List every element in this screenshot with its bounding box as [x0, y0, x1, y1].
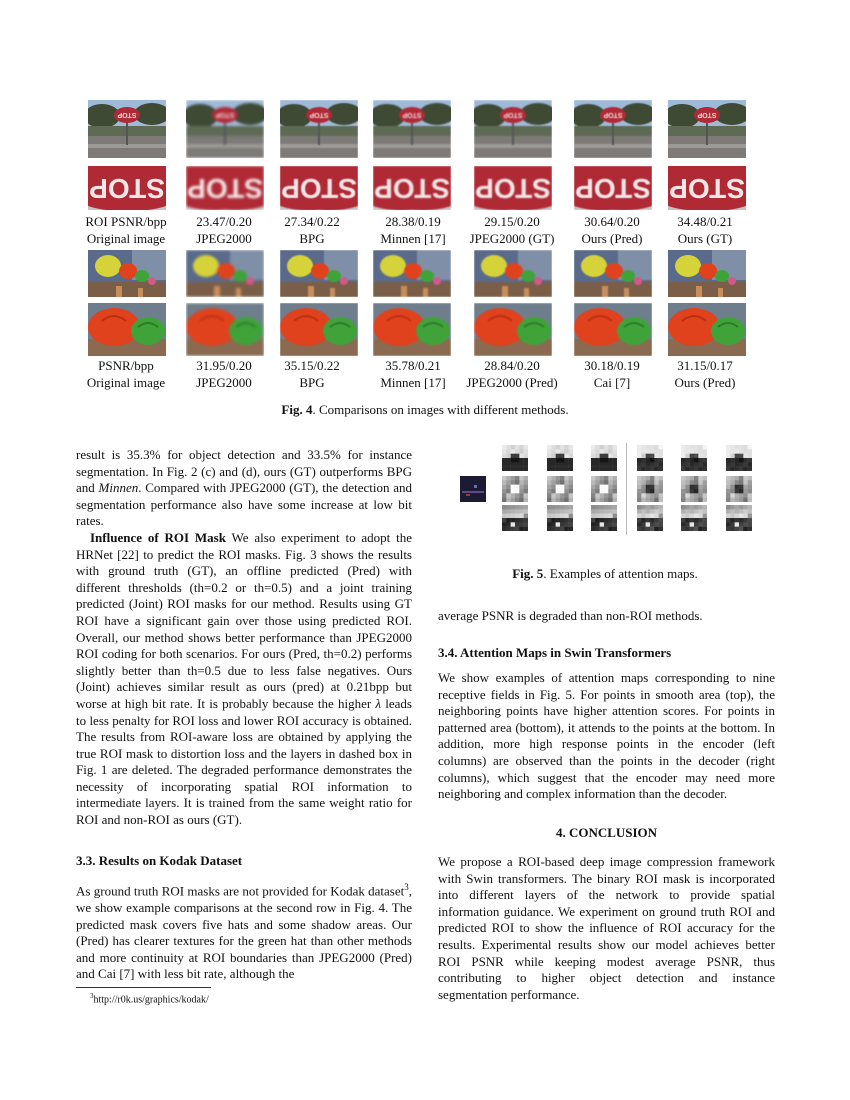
street-scene-image: [280, 100, 358, 158]
caption-method: BPG: [299, 374, 325, 390]
attention-map: [547, 476, 573, 502]
svg-text:STOP: STOP: [117, 111, 137, 118]
stop-sign-crop-image: [373, 166, 451, 210]
hats-image-bottom: [373, 303, 451, 356]
svg-text:STOP: STOP: [281, 173, 357, 204]
attention-map: [502, 476, 528, 502]
caption-metric: 31.95/0.20: [196, 358, 252, 373]
hats-image-bottom: [668, 303, 746, 356]
row1-caption-0: [71, 214, 181, 247]
row2-caption-0: [71, 358, 181, 391]
caption-method: Original image: [86, 230, 166, 246]
caption-method: BPG: [299, 230, 325, 246]
caption-method: Cai [7]: [593, 374, 631, 390]
attention-map: [726, 505, 752, 531]
street-scene-image: [474, 100, 552, 158]
hats-image-top: [373, 250, 451, 297]
hats-image-top: [574, 250, 652, 297]
caption-metric: 30.18/0.19: [584, 358, 640, 373]
hats-image-top: [668, 250, 746, 297]
attention-map: [637, 476, 663, 502]
caption-metric: 30.64/0.20: [584, 214, 640, 229]
street-scene-image: [88, 100, 166, 158]
hats-image-top: [474, 250, 552, 297]
caption-method: Minnen [17]: [380, 374, 446, 390]
row2-caption-2: [257, 358, 367, 391]
svg-text:STOP: STOP: [575, 173, 651, 204]
caption-method: Minnen [17]: [380, 230, 446, 246]
attention-map: [681, 505, 707, 531]
svg-text:STOP: STOP: [503, 111, 523, 118]
section-4-heading: 4. CONCLUSION: [555, 825, 658, 840]
stop-sign-crop-image: [474, 166, 552, 210]
paragraph-kodak: As ground truth ROI masks are not provided for Kodak dataset$^3$, we show example comparisons at the second row in Fig. 4. The predicted mask covers five hats and some shadow areas. Our (Pred) has clearer textures for the green hat than other methods and more continuity at ROI boundaries than JPEG2000 (Pred) and Cai [7] with less bit rate, although the: [76, 882, 412, 982]
stop-sign-crop-image: [88, 166, 166, 210]
caption-method: JPEG2000: [196, 374, 252, 390]
attention-map: [547, 505, 573, 531]
attention-map: [547, 445, 573, 471]
attention-map: [591, 476, 617, 502]
hats-image-bottom: [186, 303, 264, 356]
caption-metric: PSNR/bpp: [98, 358, 154, 373]
hats-image-top: [88, 250, 166, 297]
attention-map: [502, 505, 528, 531]
stop-sign-crop-image: [574, 166, 652, 210]
attention-map: [502, 445, 528, 471]
paragraph-average-psnr: average PSNR is degraded than non-ROI methods.: [438, 608, 703, 623]
attention-source-image: [460, 476, 486, 502]
attention-divider: [626, 443, 627, 535]
footnote-rule: [76, 987, 211, 988]
attention-map: [681, 445, 707, 471]
stop-sign-crop-image: [186, 166, 264, 210]
svg-text:STOP: STOP: [475, 173, 551, 204]
caption-metric: 34.48/0.21: [677, 214, 733, 229]
row2-caption-6: [650, 358, 760, 391]
hats-image-top: [280, 250, 358, 297]
row1-caption-4: [457, 214, 567, 247]
section-3-4-heading: 3.4. Attention Maps in Swin Transformers: [438, 645, 672, 660]
hats-image-bottom: [474, 303, 552, 356]
svg-text:STOP: STOP: [187, 173, 263, 204]
figure-5-caption: Fig. 5. Examples of attention maps.: [512, 566, 698, 581]
attention-map: [637, 505, 663, 531]
caption-metric: 27.34/0.22: [284, 214, 340, 229]
street-scene-image: [186, 100, 264, 158]
caption-metric: ROI PSNR/bpp: [85, 214, 167, 229]
caption-metric: 29.15/0.20: [484, 214, 540, 229]
hats-image-bottom: [88, 303, 166, 356]
svg-text:STOP: STOP: [89, 173, 165, 204]
svg-text:STOP: STOP: [215, 111, 235, 118]
row1-caption-2: [257, 214, 367, 247]
caption-method: Ours (Pred): [581, 230, 643, 246]
left-column-text: [76, 447, 412, 829]
paragraph-roi-mask: Influence of ROI Mask We also experiment to adopt the HRNet [22] to predict the ROI masks. Fig. 3 shows the results with ground truth (GT), an offline predicted (Pred) with different thresholds (th=0.2 or th=0.5) and a joint training predicted (Joint) ROI masks for our method. Results using GT ROI have a significant gain over those using predicted ROI. Overall, our method shows better performance than JPEG2000 ROI coding for both scenarios. For ours (Pred, th=0.2) performs slightly better than th=0.5 due to less false negatives. Ours (Joint) achieves similar result as ours (pred) at 0.21bpp but worse at high bit rate. It is probably because the higher λ leads to less penalty for ROI loss and lower ROI accuracy is obtained. The results from ROI-aware loss are obtained by applying the true ROI mask to distortion loss and the layers in dashed box in Fig. 1 are deleted. The degraded performance demonstrates the necessity of incorporating spatial ROI information to intermediate layers. It is trained from the same weight ratio for ROI and non-ROI as ours (GT).: [76, 529, 412, 828]
hats-image-bottom: [574, 303, 652, 356]
caption-method: Original image: [86, 374, 166, 390]
caption-method: JPEG2000 (Pred): [466, 374, 558, 390]
caption-method: JPEG2000 (GT): [469, 230, 555, 246]
street-scene-image: [574, 100, 652, 158]
svg-text:STOP: STOP: [309, 111, 329, 118]
stop-sign-crop-image: [280, 166, 358, 210]
svg-text:STOP: STOP: [669, 173, 745, 204]
caption-metric: 35.78/0.21: [385, 358, 441, 373]
caption-metric: 28.84/0.20: [484, 358, 540, 373]
row2-caption-4: [457, 358, 567, 391]
attention-map: [726, 445, 752, 471]
attention-map: [726, 476, 752, 502]
caption-metric: 28.38/0.19: [385, 214, 441, 229]
street-scene-image: [373, 100, 451, 158]
attention-map: [637, 445, 663, 471]
hats-image-top: [186, 250, 264, 297]
attention-map: [591, 445, 617, 471]
paragraph-results-cont: result is 35.3% for object detection and 33.5% for instance segmentation. In Fig. 2 (c) and (d), ours (GT) outperforms BPG and Minnen. Compared with JPEG2000 (GT), the detection and segmentation performance also have some increase at low bit rates.: [76, 447, 413, 529]
attention-map: [681, 476, 707, 502]
paragraph-conclusion: We propose a ROI-based deep image compression framework with Swin transformers. The binary ROI mask is incorporated into different layers of the network to provide spatial information guidance. We experiment on ground truth ROI and predicted ROI to show the influence of ROI accuracy for the results. Experimental results show our model achieves better ROI PSNR while keeping modest average PSNR, thus contributing to higher object detection and instance segmentation performance.: [438, 854, 775, 1002]
stop-sign-crop-image: [668, 166, 746, 210]
row1-caption-3: [358, 214, 468, 247]
caption-metric: 35.15/0.22: [284, 358, 340, 373]
attention-map: [591, 505, 617, 531]
svg-text:STOP: STOP: [374, 173, 450, 204]
caption-method: Ours (Pred): [674, 374, 736, 390]
caption-method: JPEG2000: [196, 230, 252, 246]
caption-metric: 31.15/0.17: [677, 358, 733, 373]
svg-text:STOP: STOP: [402, 111, 422, 118]
svg-text:STOP: STOP: [697, 111, 717, 118]
row1-caption-6: [650, 214, 760, 247]
footnote: $^3$http://r0k.us/graphics/kodak/: [90, 992, 209, 1006]
street-scene-image: [668, 100, 746, 158]
paragraph-attention-maps: We show examples of attention maps corresponding to nine receptive fields in Fig. 5. For points in smooth area (top), the neighboring points have higher attention scores. For points in patterned area (bottom), it attends to the points at the bottom. In addition, more high response points in the encoder (left columns) are observed than the points in the decoder (right columns), which suggest that the encoder may need more neighboring and complex information than the decoder.: [438, 670, 775, 802]
caption-metric: 23.47/0.20: [196, 214, 252, 229]
section-3-3-heading: 3.3. Results on Kodak Dataset: [76, 853, 243, 868]
caption-method: Ours (GT): [677, 230, 733, 246]
hats-image-bottom: [280, 303, 358, 356]
svg-text:STOP: STOP: [603, 111, 623, 118]
row2-caption-3: [358, 358, 468, 391]
figure-4-caption: Fig. 4. Comparisons on images with different methods.: [281, 402, 569, 417]
